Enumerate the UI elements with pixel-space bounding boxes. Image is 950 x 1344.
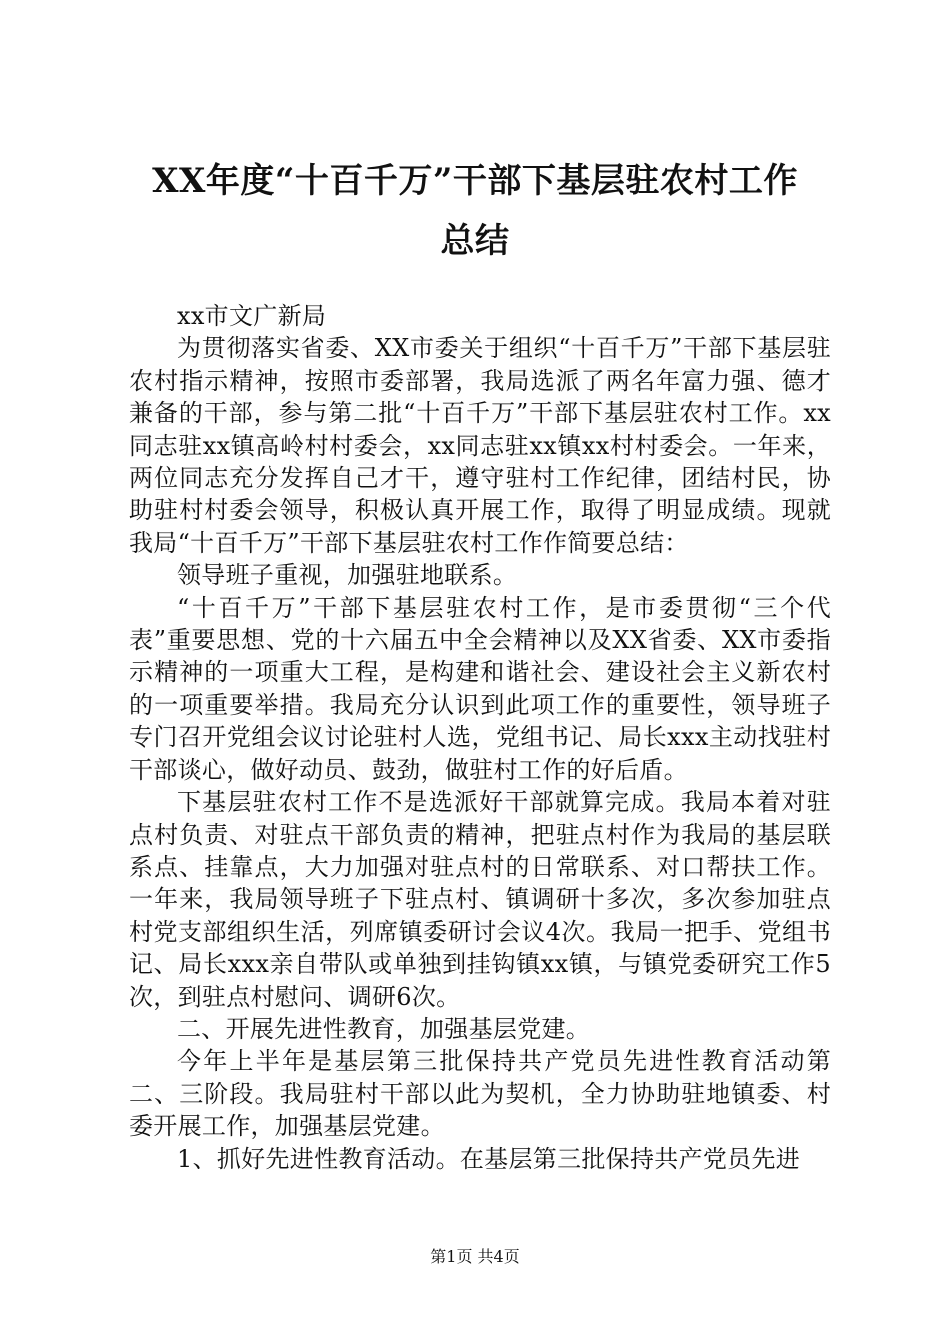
section-heading-2: 二、开展先进性教育，加强基层党建。 [177, 1014, 591, 1043]
document-title-line-2: 总结 [440, 221, 510, 261]
section-heading-1: 领导班子重视，加强驻地联系。 [177, 561, 518, 590]
page-footer: 第1页 共4页 [430, 1247, 520, 1266]
intro-paragraph: 为贯彻落实省委、XX市委关于组织“十百千万”干部下基层驻农村指示精神，按照市委部署，我局选派了两名年富力强、德才兼备的干部，参与第二批“十百千万”干部下基层驻农村工作。xx同志驻xx镇高岭村村委会，xx同志驻xx镇xx村村委会。一年来，两位同志充分发挥自己才干，遵守驻村工作纪律，团结村民，协助驻村村委会领导，积极认真开展工作，取得了明显成绩。现就我局“十百千万”干部下基层驻农村工作作简要总结： [129, 334, 831, 557]
document-title-line-1: XX年度“十百千万”干部下基层驻农村工作 [152, 161, 798, 201]
body-paragraph: “十百千万”干部下基层驻农村工作，是市委贯彻“三个代表”重要思想、党的十六届五中全会精神以及XX省委、XX市委指示精神的一项重大工程，是构建和谐社会、建设社会主义新农村的一项重要举措。我局充分认识到此项工作的重要性，领导班子专门召开党组会议讨论驻村人选，党组书记、局长xxx主动找驻村干部谈心，做好动员、鼓劲，做驻村工作的好后盾。 [129, 593, 831, 784]
body-paragraph: 1、抓好先进性教育活动。在基层第三批保持共产党员先进 [177, 1144, 801, 1173]
author-line: xx市文广新局 [177, 302, 327, 330]
body-paragraph: 今年上半年是基层第三批保持共产党员先进性教育活动第二、三阶段。我局驻村干部以此为契机，全力协助驻地镇委、村委开展工作，加强基层党建。 [129, 1047, 831, 1141]
document-body [129, 300, 831, 1175]
body-paragraph: 下基层驻农村工作不是选派好干部就算完成。我局本着对驻点村负责、对驻点干部负责的精神，把驻点村作为我局的基层联系点、挂靠点，大力加强对驻点村的日常联系、对口帮扶工作。一年来，我局领导班子下驻点村、镇调研十多次，多次参加驻点村党支部组织生活，列席镇委研讨会议4次。我局一把手、党组书记、局长xxx亲自带队或单独到挂钩镇xx镇，与镇党委研究工作5次，到驻点村慰问、调研6次。 [129, 788, 831, 1011]
